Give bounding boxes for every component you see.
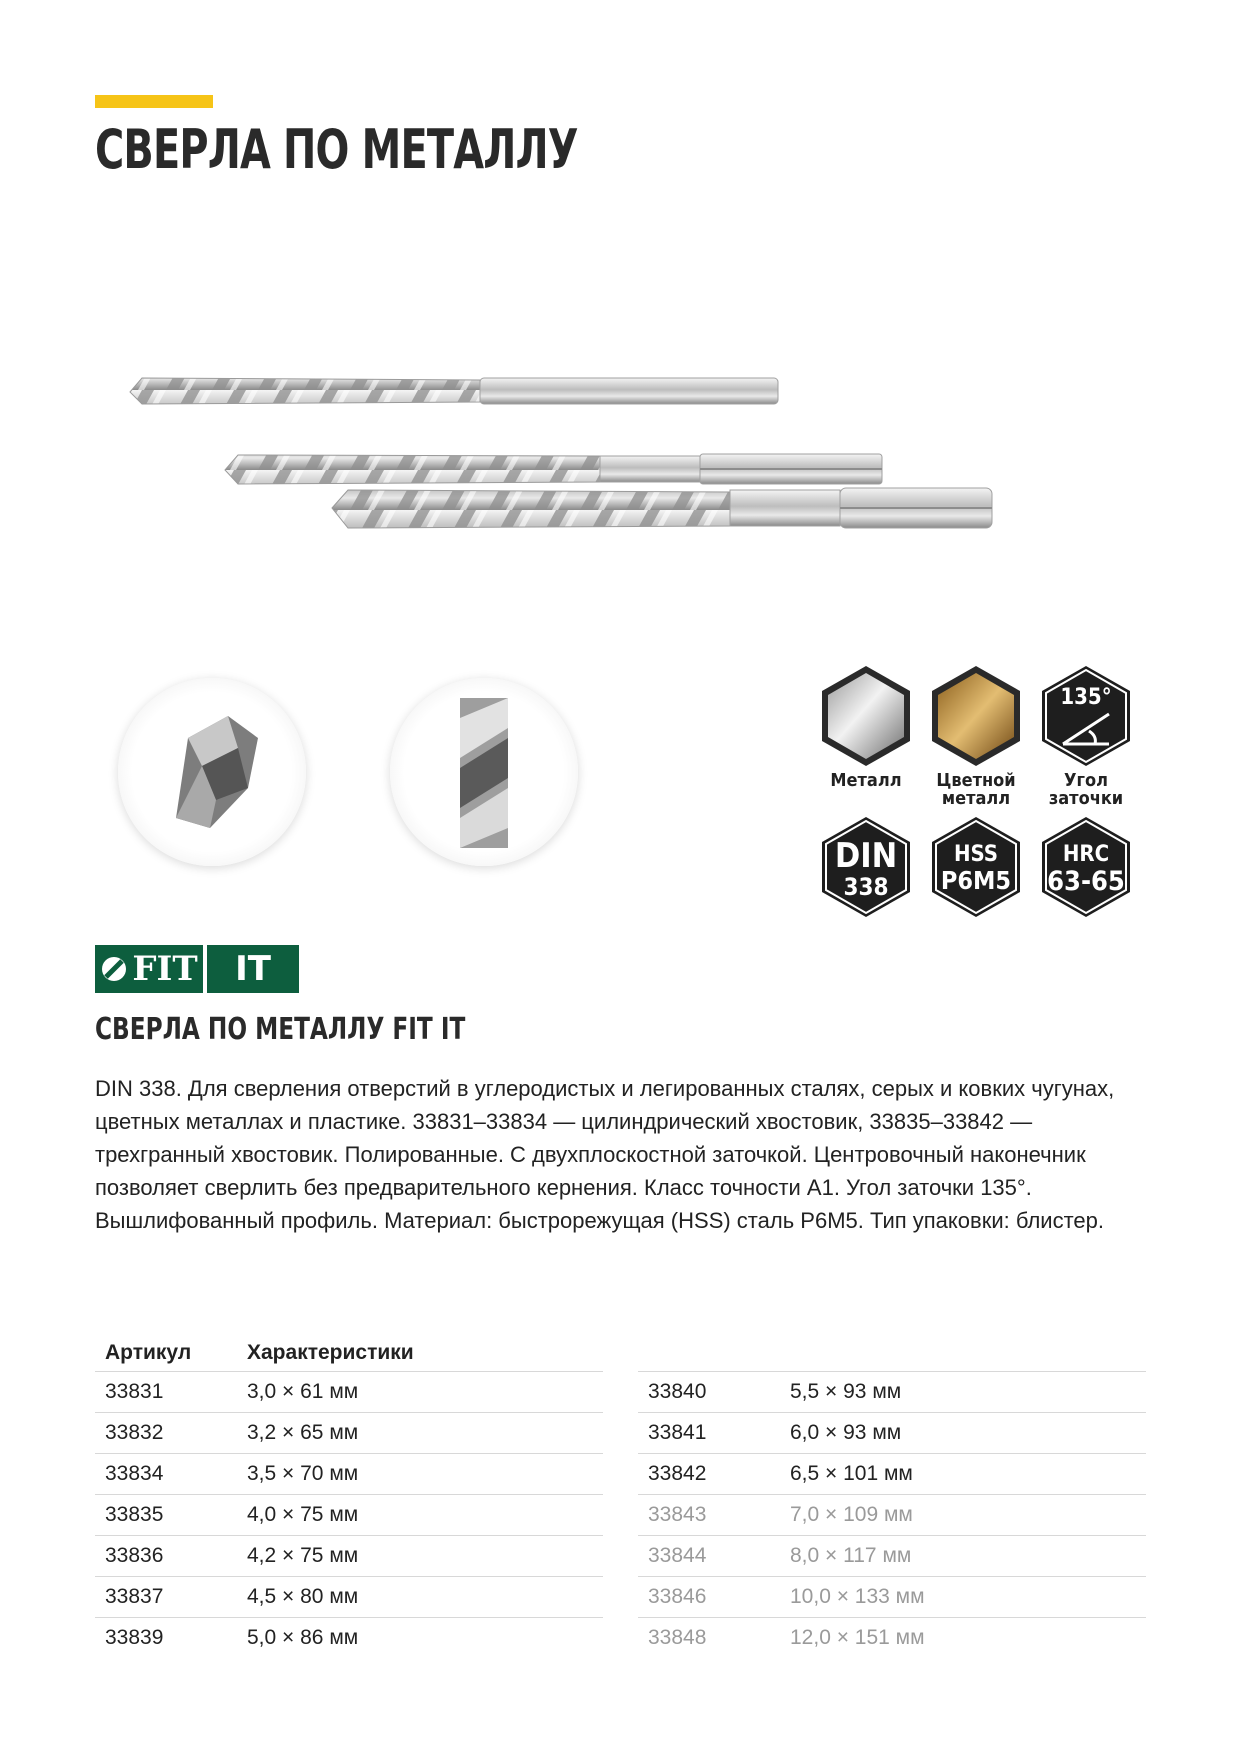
- drill-bits-image: [120, 350, 1120, 610]
- badge-metal: [818, 664, 914, 790]
- spec-table-right: [638, 1335, 1146, 1658]
- badge-din: [818, 815, 914, 919]
- table-row: [638, 1372, 1146, 1413]
- brand-logo: [95, 945, 299, 993]
- article-code: 33832: [95, 1413, 237, 1454]
- spec-value: 4,5 × 80 мм: [237, 1577, 603, 1618]
- spec-value: 3,5 × 70 мм: [237, 1454, 603, 1495]
- article-code: 33846: [638, 1577, 780, 1618]
- product-title: СВЕРЛА ПО МЕТАЛЛУ FIT IT: [95, 1012, 466, 1047]
- article-code: 33842: [638, 1454, 780, 1495]
- hss-label: HSS: [953, 842, 999, 867]
- metal-silver-hex-icon: [819, 664, 913, 768]
- drill-tip-icon: [118, 678, 306, 866]
- table-row: [95, 1495, 603, 1536]
- table-row: [638, 1618, 1146, 1659]
- badge-nonferrous: [928, 664, 1024, 808]
- table-row: [638, 1454, 1146, 1495]
- spec-value: 5,0 × 86 мм: [237, 1618, 603, 1659]
- din-number: 338: [843, 873, 889, 901]
- spec-value: 8,0 × 117 мм: [780, 1536, 1146, 1577]
- badge-hss: [928, 815, 1024, 919]
- spec-value: 10,0 × 133 мм: [780, 1577, 1146, 1618]
- drill-bit-1: [130, 378, 778, 404]
- table-row: [95, 1413, 603, 1454]
- table-row: [638, 1536, 1146, 1577]
- brand-fit-text: FIT: [132, 949, 198, 989]
- article-code: 33837: [95, 1577, 237, 1618]
- table-row: [95, 1618, 603, 1659]
- drill-bit-3: [332, 488, 992, 528]
- fit-logo-icon: [100, 955, 128, 983]
- brand-it: IT: [207, 945, 299, 993]
- drill-flute-closeup: [390, 678, 578, 866]
- badge-label: Цветной металл: [936, 770, 1016, 809]
- drill-flute-icon: [390, 678, 578, 866]
- page-title: СВЕРЛА ПО МЕТАЛЛУ: [95, 118, 578, 181]
- table-row: [638, 1495, 1146, 1536]
- steel-grade: P6M5: [940, 866, 1012, 895]
- spec-value: 4,0 × 75 мм: [237, 1495, 603, 1536]
- spec-value: 3,0 × 61 мм: [237, 1372, 603, 1413]
- hrc-label: HRC: [1062, 842, 1110, 867]
- article-code: 33839: [95, 1618, 237, 1659]
- accent-bar: [95, 95, 213, 108]
- spec-value: 3,2 × 65 мм: [237, 1413, 603, 1454]
- hardness-range: 63-65: [1047, 866, 1125, 897]
- drill-tip-closeup: [118, 678, 306, 866]
- article-code: 33848: [638, 1618, 780, 1659]
- badge-hrc: [1038, 815, 1134, 919]
- table-row: [638, 1577, 1146, 1618]
- din-label: DIN: [834, 836, 898, 876]
- table-row: [638, 1413, 1146, 1454]
- spec-table-left: [95, 1335, 603, 1658]
- table-row: [95, 1577, 603, 1618]
- angle-hex-icon: [1039, 664, 1133, 768]
- article-code: 33843: [638, 1495, 780, 1536]
- hss-hex-icon: [929, 815, 1023, 919]
- article-code: 33835: [95, 1495, 237, 1536]
- nonferrous-gold-hex-icon: [929, 664, 1023, 768]
- article-code: 33831: [95, 1372, 237, 1413]
- badge-angle: [1038, 664, 1134, 808]
- column-header-code: Артикул: [105, 1341, 192, 1364]
- table-row: [95, 1536, 603, 1577]
- badge-label: Угол заточки: [1048, 770, 1124, 809]
- badge-label: Металл: [830, 770, 902, 791]
- table-row: [95, 1372, 603, 1413]
- article-code: 33840: [638, 1372, 780, 1413]
- article-code: 33841: [638, 1413, 780, 1454]
- article-code: 33834: [95, 1454, 237, 1495]
- spec-value: 6,0 × 93 мм: [780, 1413, 1146, 1454]
- din-hex-icon: [819, 815, 913, 919]
- table-row: [95, 1454, 603, 1495]
- article-code: 33836: [95, 1536, 237, 1577]
- spec-value: 5,5 × 93 мм: [780, 1372, 1146, 1413]
- drill-bit-2: [225, 454, 882, 484]
- product-description: DIN 338. Для сверления отверстий в углеродистых и легированных сталях, серых и ковких чугунах, цветных металлах и пластике. 33831–33834 — цилиндрический хвостовик, 33835–33842 — трехгранный хвостовик. Полированные. С двухплоскостной заточкой. Центровочный наконечник позволяет сверлить без предварительного кернения. Класс точности А1. Угол заточки 135°. Вышлифованный профиль. Материал: быстрорежущая (HSS) сталь Р6М5. Тип упаковки: блистер.: [95, 1076, 1115, 1233]
- spec-value: 7,0 × 109 мм: [780, 1495, 1146, 1536]
- column-header-spec: Характеристики: [247, 1341, 414, 1364]
- spec-value: 12,0 × 151 мм: [780, 1618, 1146, 1659]
- spec-value: 6,5 × 101 мм: [780, 1454, 1146, 1495]
- angle-value: 135°: [1060, 685, 1112, 710]
- article-code: 33844: [638, 1536, 780, 1577]
- brand-fit: [95, 945, 203, 993]
- spec-value: 4,2 × 75 мм: [237, 1536, 603, 1577]
- hrc-hex-icon: [1039, 815, 1133, 919]
